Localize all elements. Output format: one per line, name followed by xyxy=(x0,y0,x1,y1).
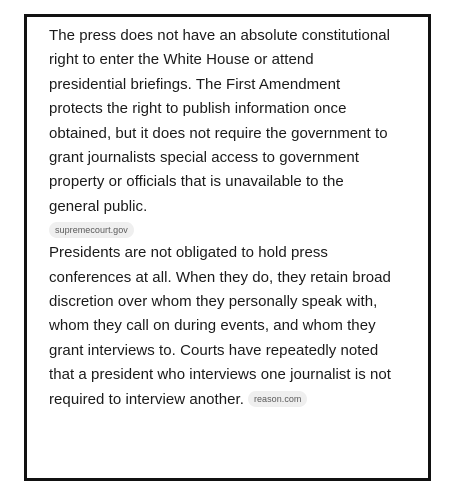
paragraph-press-access: The press does not have an absolute constitutional right to enter the White House or attend presidential briefings. The First Amendment protects the right to publish information once obtained, but it does not require the government to grant journalists special access to government property or officials that is unavailable to the general public. xyxy=(49,27,391,215)
citation-chip-reason[interactable]: reason.com xyxy=(248,391,308,407)
paragraph-press-conferences-text: Presidents are not obligated to hold press conferences at all. When they do, they retain broad discretion over whom they personally speak with, whom they call on during events, and whom they grant interviews to. Courts have repeatedly noted that a president who interviews one journalist is not required to interview another. xyxy=(49,244,392,408)
citation-chip-supremecourt[interactable]: supremecourt.gov xyxy=(49,222,134,238)
citation-row xyxy=(49,219,395,241)
paragraph-press-conferences xyxy=(49,241,395,412)
response-text xyxy=(49,24,395,412)
